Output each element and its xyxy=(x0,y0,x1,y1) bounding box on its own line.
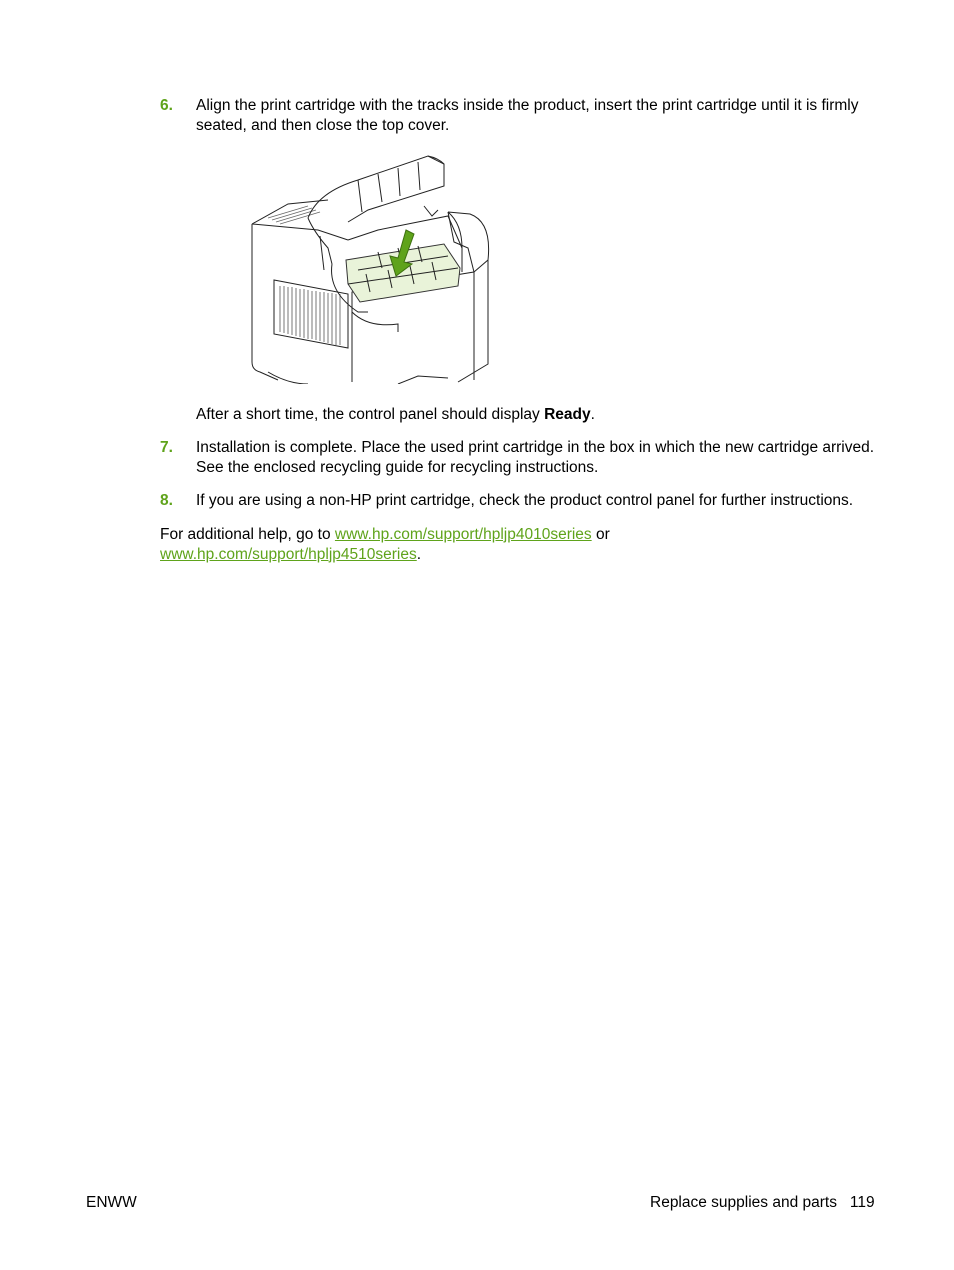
footer-right xyxy=(650,1194,875,1212)
page-number: 119 xyxy=(849,1194,875,1211)
ready-word: Ready xyxy=(544,406,591,423)
after-figure-note xyxy=(196,405,595,425)
step-text: Align the print cartridge with the tracks inside the product, insert the print cartridge until it is firmly seated, and then close the top cover. xyxy=(196,97,859,134)
step-text: If you are using a non-HP print cartridge, check the product control panel for further instructions. xyxy=(196,492,854,509)
step-number: 6. xyxy=(160,97,173,114)
help-period: . xyxy=(416,545,422,563)
support-link-4510[interactable]: www.hp.com/support/hpljp4510series xyxy=(160,545,417,563)
help-paragraph xyxy=(160,525,820,564)
step-number: 7. xyxy=(160,439,173,456)
step-text: Installation is complete. Place the used print cartridge in the box in which the new cartridge arrived. See the enclosed recycling guide for recycling instructions. xyxy=(196,439,875,476)
step-6 xyxy=(160,96,885,135)
note-text: After a short time, the control panel should display xyxy=(196,406,545,423)
support-link-4010[interactable]: www.hp.com/support/hpljp4010series xyxy=(334,526,592,543)
step-8 xyxy=(160,491,885,511)
footer-left: ENWW xyxy=(86,1194,137,1211)
note-period: . xyxy=(590,406,595,423)
help-prefix: For additional help, go to xyxy=(160,526,335,543)
printer-cartridge-illustration xyxy=(248,152,492,384)
step-7 xyxy=(160,438,885,477)
help-or: or xyxy=(591,526,610,543)
footer-section-title: Replace supplies and parts xyxy=(650,1194,837,1211)
step-number: 8. xyxy=(160,492,173,509)
